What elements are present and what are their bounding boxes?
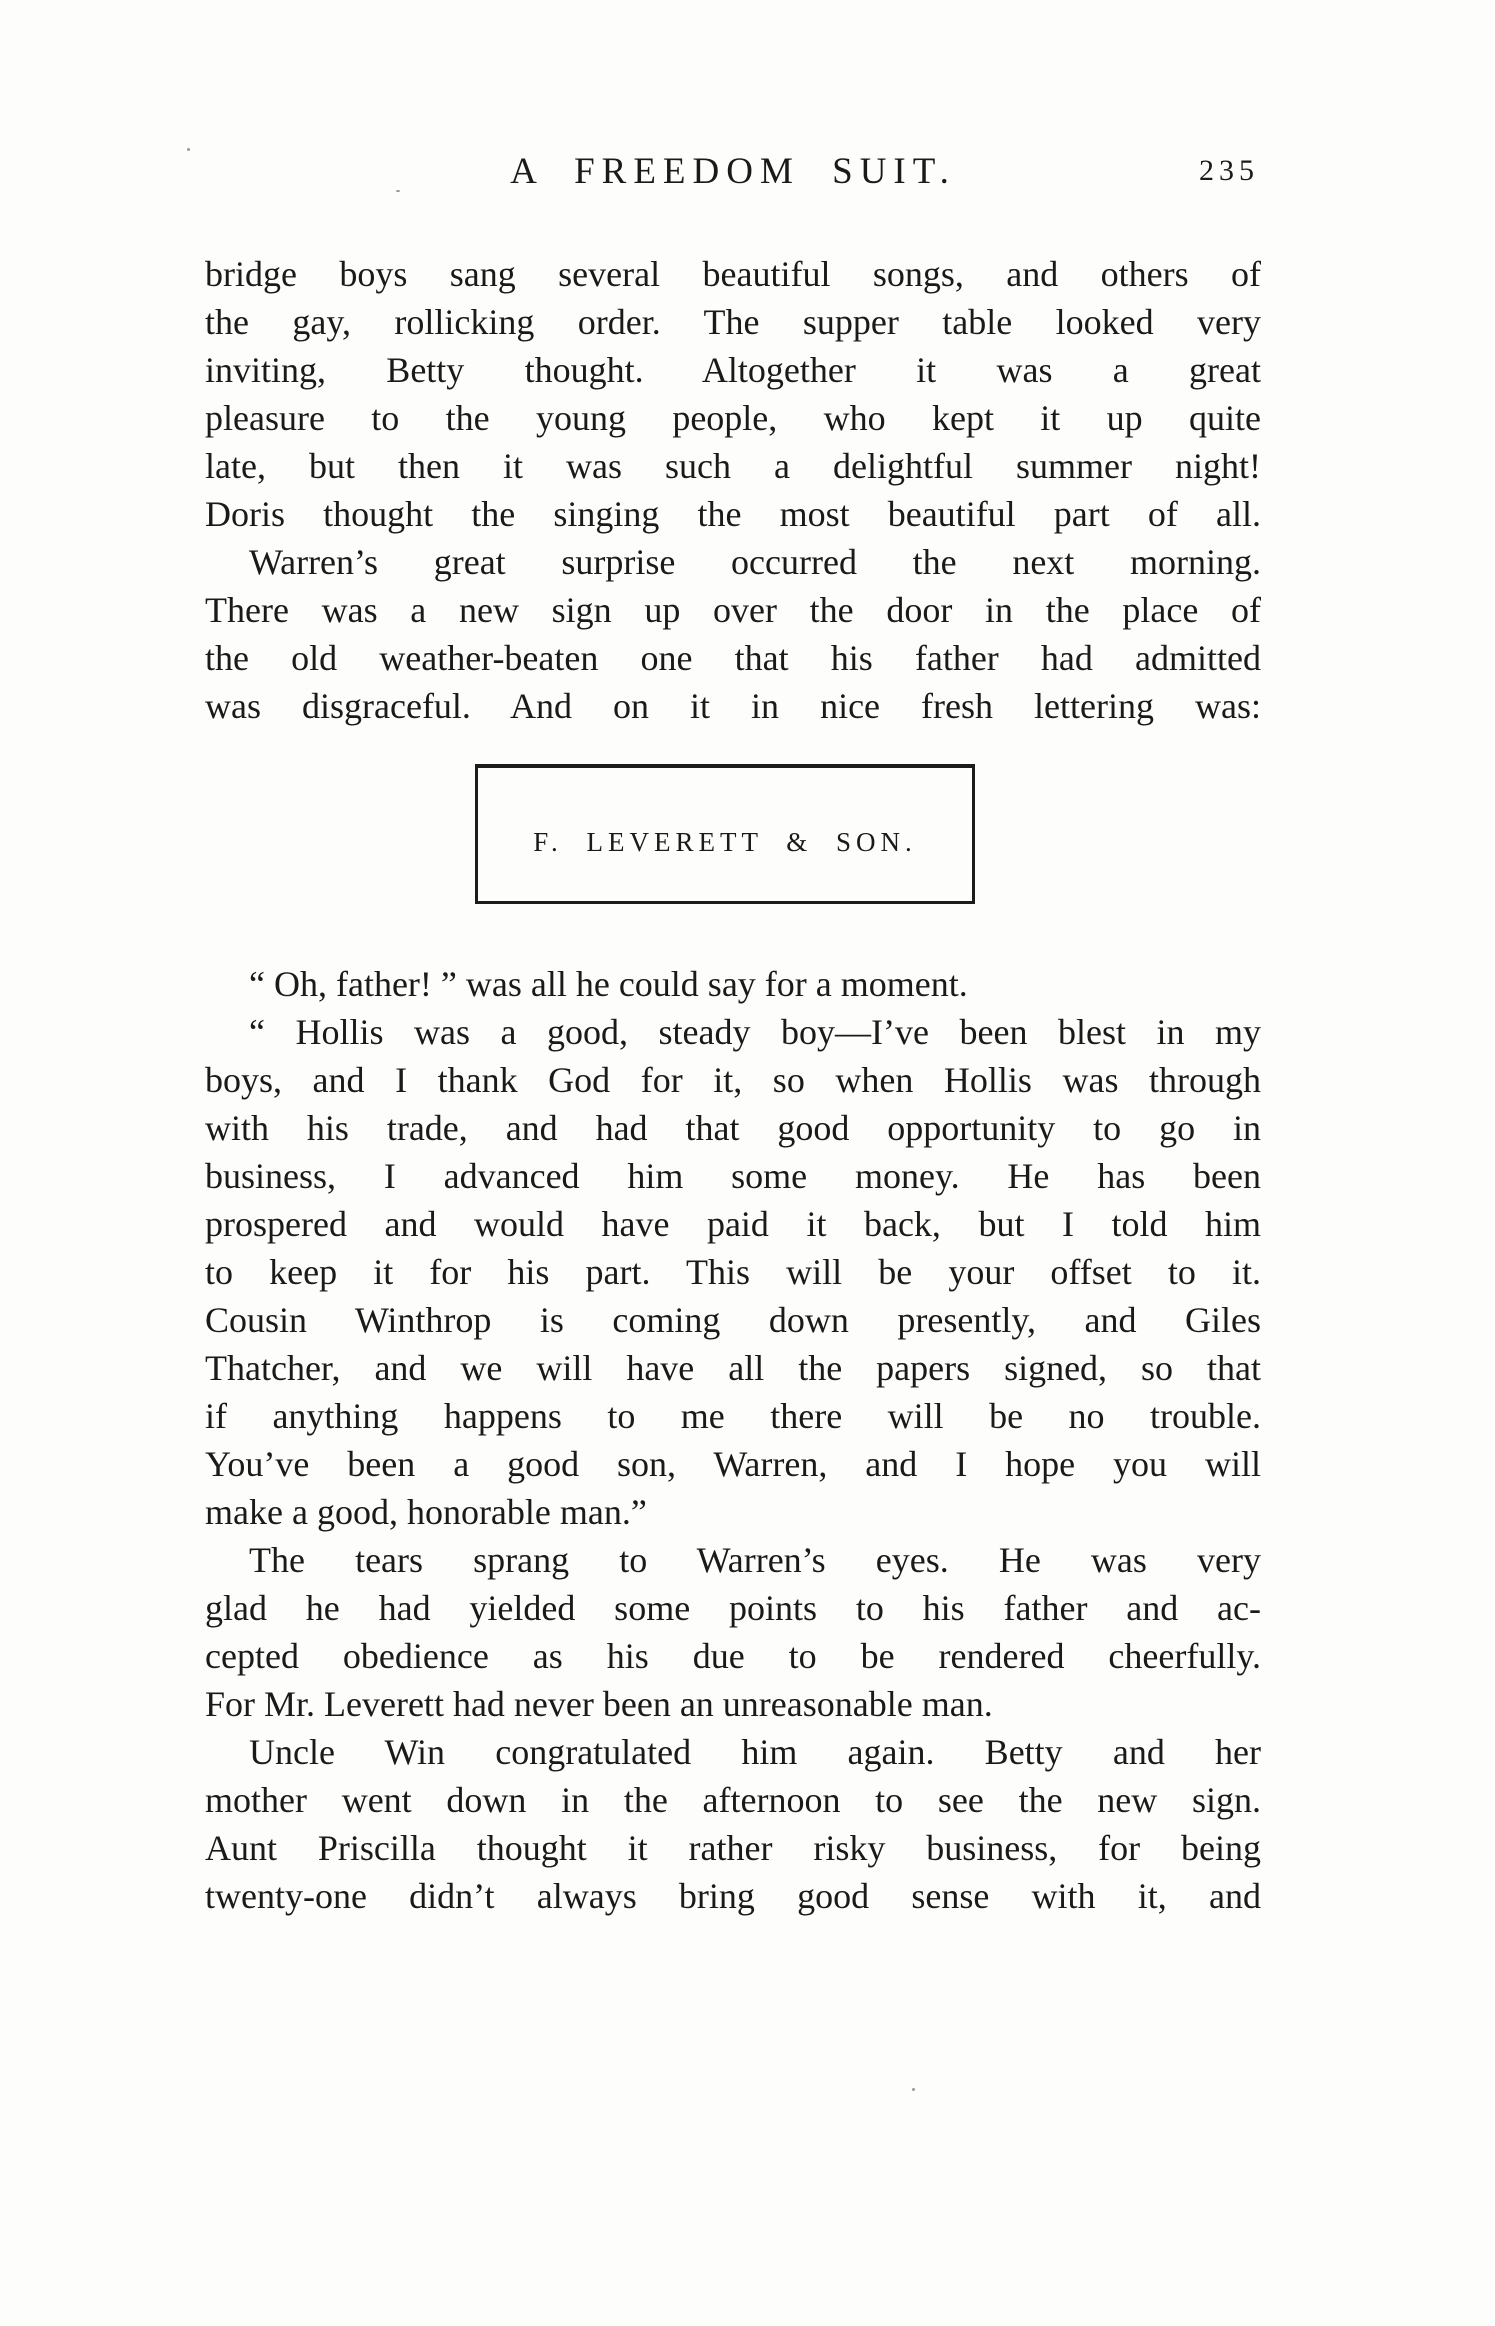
text-line: late, but then it was such a delightful summer night!	[205, 446, 1261, 486]
text-line: Uncle Win congratulated him again. Betty and her	[249, 1732, 1261, 1772]
shop-sign-label: F. LEVERETT & SON.	[533, 827, 917, 857]
text-line: prospered and would have paid it back, but I told him	[205, 1204, 1261, 1244]
text-line: the old weather-beaten one that his father had admitted	[205, 638, 1261, 678]
text-line: Cousin Winthrop is coming down presently, and Giles	[205, 1300, 1261, 1340]
scan-speck	[912, 2088, 915, 2091]
text-line: cepted obedience as his due to be rendered cheerfully.	[205, 1636, 1261, 1676]
text-line: business, I advanced him some money. He has been	[205, 1156, 1261, 1196]
text-line: For Mr. Leverett had never been an unreasonable man.	[205, 1684, 993, 1724]
body-text	[205, 250, 1261, 1920]
text-line: There was a new sign up over the door in the place of	[205, 590, 1261, 630]
text-line: bridge boys sang several beautiful songs, and others of	[205, 254, 1261, 294]
text-line: You’ve been a good son, Warren, and I hope you will	[205, 1444, 1261, 1484]
text-line: The tears sprang to Warren’s eyes. He was very	[249, 1540, 1261, 1580]
text-line: pleasure to the young people, who kept it up quite	[205, 398, 1261, 438]
text-line: Aunt Priscilla thought it rather risky business, for being	[205, 1828, 1261, 1868]
paragraphs-after-sign	[205, 960, 1261, 1920]
text-line: Thatcher, and we will have all the papers signed, so that	[205, 1348, 1261, 1388]
text-line: glad he had yielded some points to his father and ac-	[205, 1588, 1261, 1628]
text-line: if anything happens to me there will be no trouble.	[205, 1396, 1261, 1436]
text-line: make a good, honorable man.”	[205, 1492, 647, 1532]
text-line: Warren’s great surprise occurred the next morning.	[249, 542, 1261, 582]
text-line: twenty-one didn’t always bring good sense with it, and	[205, 1876, 1261, 1916]
running-head	[205, 150, 1261, 200]
paragraphs-before-sign	[205, 250, 1261, 730]
shop-sign-box	[475, 764, 975, 904]
scan-speck	[187, 148, 190, 151]
text-line: boys, and I thank God for it, so when Hollis was through	[205, 1060, 1261, 1100]
text-line: “ Oh, father! ” was all he could say for a moment.	[249, 964, 968, 1004]
text-line: was disgraceful. And on it in nice fresh lettering was:	[205, 686, 1261, 726]
text-line: the gay, rollicking order. The supper table looked very	[205, 302, 1261, 342]
text-line: to keep it for his part. This will be your offset to it.	[205, 1252, 1261, 1292]
text-line: mother went down in the afternoon to see the new sign.	[205, 1780, 1261, 1820]
page-number: 235	[1199, 154, 1259, 187]
text-line: inviting, Betty thought. Altogether it was a great	[205, 350, 1261, 390]
chapter-title: A FREEDOM SUIT.	[510, 151, 956, 192]
text-line: “ Hollis was a good, steady boy—I’ve been blest in my	[249, 1012, 1261, 1052]
text-line: Doris thought the singing the most beautiful part of all.	[205, 494, 1261, 534]
text-line: with his trade, and had that good opportunity to go in	[205, 1108, 1261, 1148]
